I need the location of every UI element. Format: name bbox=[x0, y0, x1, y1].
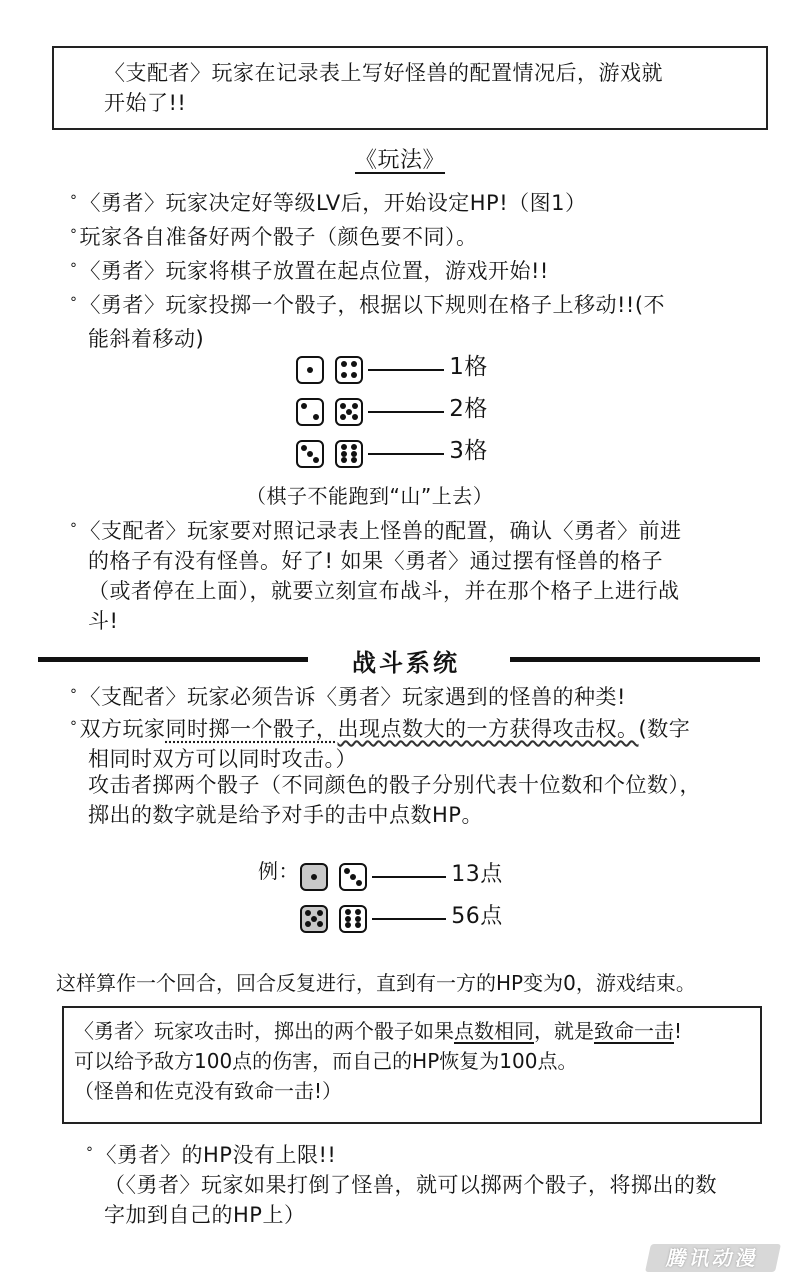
hp-rule-line: 字加到自己的HP上） bbox=[104, 1203, 306, 1227]
check-rule-line: 的格子有没有怪兽。好了! 如果〈勇者〉通过摆有怪兽的格子 bbox=[88, 549, 664, 573]
die-pip bbox=[317, 910, 323, 916]
die-face-5-icon bbox=[335, 398, 363, 426]
die-face-1-icon bbox=[296, 356, 324, 384]
battle-rule-line: °〈支配者〉玩家必须告诉〈勇者〉玩家遇到的怪兽的种类! bbox=[70, 685, 626, 709]
rule-item: °〈勇者〉玩家将棋子放置在起点位置，游戏开始!! bbox=[70, 259, 549, 283]
die-face-1-icon bbox=[300, 863, 328, 891]
die-face-3-icon bbox=[339, 863, 367, 891]
battle-title: 战斗系统 bbox=[352, 649, 460, 677]
move-label: 2格 bbox=[449, 396, 488, 422]
watermark-logo bbox=[645, 1244, 781, 1272]
rule-text: 〈勇者〉玩家将棋子放置在起点位置，游戏开始!! bbox=[79, 259, 549, 283]
die-pip bbox=[345, 916, 351, 922]
rule-item: °〈勇者〉玩家投掷一个骰子，根据以下规则在格子上移动!!(不 bbox=[70, 293, 666, 317]
die-pip bbox=[305, 910, 311, 916]
die-pip bbox=[301, 403, 307, 409]
die-face-5-icon bbox=[300, 905, 328, 933]
move-row bbox=[296, 436, 488, 468]
die-pip bbox=[351, 361, 357, 367]
die-pip bbox=[340, 403, 346, 409]
example-label: 例： bbox=[258, 859, 299, 883]
die-pip bbox=[356, 880, 362, 886]
example-value: 56点 bbox=[451, 904, 503, 929]
die-pip bbox=[351, 457, 357, 463]
dash-line bbox=[368, 369, 444, 371]
check-rule-line: 斗! bbox=[88, 609, 119, 633]
battle-rule-line: °双方玩家同时掷一个骰子，出现点数大的一方获得攻击权。(数字 bbox=[70, 717, 691, 741]
rule-item-continued: 能斜着移动) bbox=[88, 327, 205, 351]
die-pip bbox=[305, 921, 311, 927]
die-pip bbox=[352, 414, 358, 420]
watermark-text: 腾讯动漫 bbox=[664, 1246, 762, 1270]
critical-line-2: 可以给予敌方100点的伤害，而自己的HP恢复为100点。 bbox=[74, 1049, 578, 1073]
die-pip bbox=[311, 916, 317, 922]
die-pip bbox=[307, 451, 313, 457]
critical-line-1: 〈勇者〉玩家攻击时，掷出的两个骰子如果点数相同，就是致命一击! bbox=[74, 1019, 683, 1043]
example-row bbox=[300, 902, 503, 933]
critical-line-3: （怪兽和佐克没有致命一击!） bbox=[74, 1079, 343, 1103]
heading-rule-right bbox=[510, 657, 760, 662]
die-pip bbox=[313, 457, 319, 463]
rule-item: °玩家各自准备好两个骰子（颜色要不同）。 bbox=[70, 225, 478, 249]
die-pip bbox=[344, 868, 350, 874]
battle-rule-line: 掷出的数字就是给予对手的击中点数HP。 bbox=[88, 803, 483, 827]
rule-text: 〈勇者〉玩家投掷一个骰子，根据以下规则在格子上移动!!(不 bbox=[79, 293, 666, 317]
die-pip bbox=[311, 874, 317, 880]
die-pip bbox=[355, 922, 361, 928]
die-face-6-icon bbox=[335, 440, 363, 468]
die-pip bbox=[355, 916, 361, 922]
die-face-3-icon bbox=[296, 440, 324, 468]
move-label: 3格 bbox=[449, 438, 488, 464]
die-pip bbox=[341, 372, 347, 378]
dash-line bbox=[368, 453, 444, 455]
die-pip bbox=[317, 921, 323, 927]
move-row bbox=[296, 394, 488, 426]
die-pip bbox=[341, 457, 347, 463]
check-rule-line: °〈支配者〉玩家要对照记录表上怪兽的配置，确认〈勇者〉前进 bbox=[70, 519, 682, 543]
die-pip bbox=[350, 874, 356, 880]
die-face-2-icon bbox=[296, 398, 324, 426]
battle-rule-line: 相同时双方可以同时攻击。） bbox=[88, 747, 357, 771]
die-pip bbox=[345, 909, 351, 915]
rule-text: 玩家各自准备好两个骰子（颜色要不同）。 bbox=[79, 225, 478, 249]
heading-rule-left bbox=[38, 657, 308, 662]
move-table bbox=[296, 352, 536, 478]
move-row bbox=[296, 352, 488, 384]
intro-box bbox=[52, 46, 768, 130]
die-pip bbox=[313, 414, 319, 420]
move-label: 1格 bbox=[449, 354, 488, 380]
die-pip bbox=[301, 445, 307, 451]
dash-line bbox=[368, 411, 444, 413]
critical-box bbox=[62, 1006, 762, 1124]
dash-line bbox=[372, 918, 446, 920]
die-pip bbox=[341, 444, 347, 450]
hp-rule-line: （〈勇者〉玩家如果打倒了怪兽，就可以掷两个骰子，将掷出的数 bbox=[104, 1173, 717, 1197]
die-pip bbox=[307, 367, 313, 373]
example-value: 13点 bbox=[451, 862, 503, 887]
die-pip bbox=[346, 409, 352, 415]
die-face-4-icon bbox=[335, 356, 363, 384]
rule-text: 〈勇者〉玩家决定好等级LV后，开始设定HP!（图1） bbox=[79, 191, 587, 215]
die-pip bbox=[351, 444, 357, 450]
round-text: 这样算作一个回合，回合反复进行，直到有一方的HP变为0，游戏结束。 bbox=[56, 971, 696, 995]
die-pip bbox=[351, 451, 357, 457]
dash-line bbox=[372, 876, 446, 878]
die-pip bbox=[355, 909, 361, 915]
die-pip bbox=[351, 372, 357, 378]
rules-title: 《玩法》 bbox=[355, 148, 446, 173]
die-pip bbox=[352, 403, 358, 409]
battle-rule-line: 攻击者掷两个骰子（不同颜色的骰子分别代表十位数和个位数）， bbox=[88, 773, 701, 797]
die-pip bbox=[340, 414, 346, 420]
example-row bbox=[300, 860, 503, 891]
intro-line-2: 开始了!! bbox=[104, 91, 187, 115]
intro-line-1: 〈支配者〉玩家在记录表上写好怪兽的配置情况后，游戏就 bbox=[104, 61, 663, 85]
hp-rule-line: °〈勇者〉的HP没有上限!! bbox=[86, 1143, 337, 1167]
die-pip bbox=[341, 361, 347, 367]
die-face-6-icon bbox=[339, 905, 367, 933]
mountain-note: （棋子不能跑到“山”上去） bbox=[246, 484, 494, 508]
die-pip bbox=[341, 451, 347, 457]
die-pip bbox=[345, 922, 351, 928]
check-rule-line: （或者停在上面），就要立刻宣布战斗，并在那个格子上进行战 bbox=[88, 579, 680, 603]
rule-item: °〈勇者〉玩家决定好等级LV后，开始设定HP!（图1） bbox=[70, 191, 587, 215]
